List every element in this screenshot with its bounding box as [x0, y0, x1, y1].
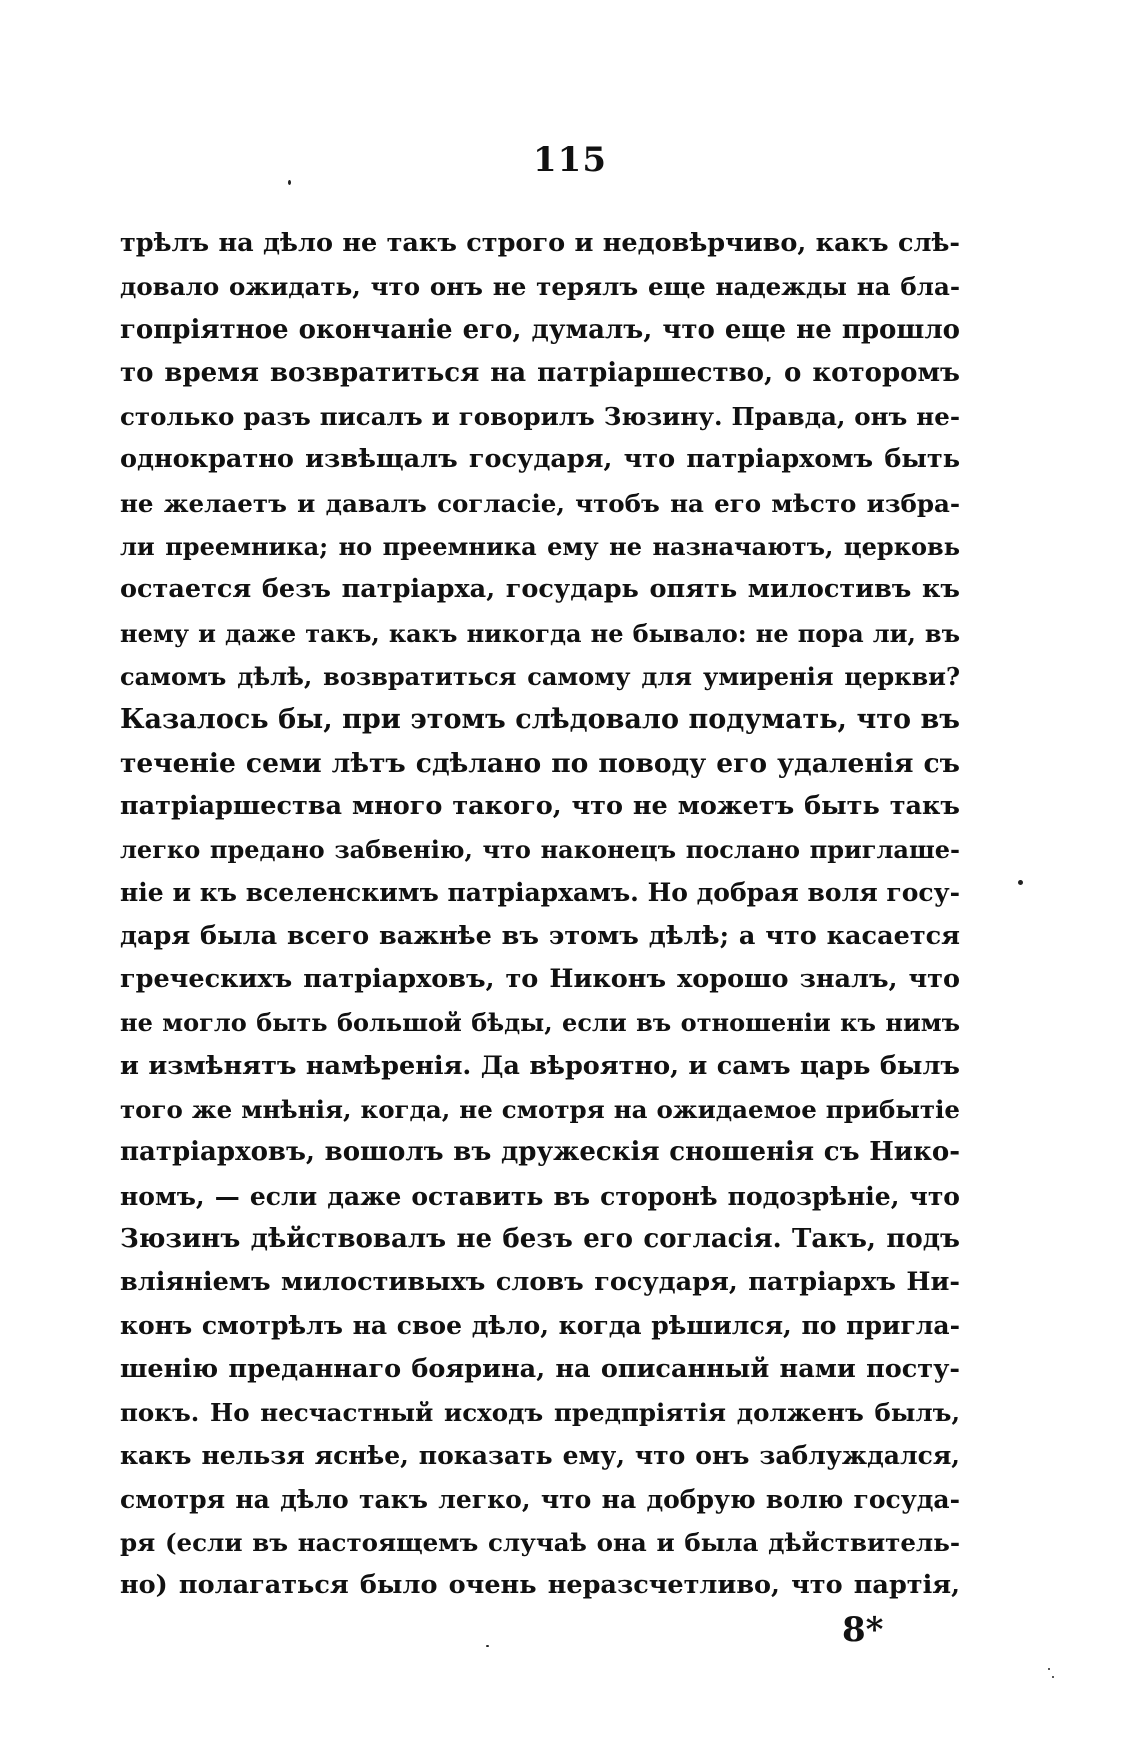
text-line: однократно извѣщалъ государя, что патріархомъ быть [120, 444, 960, 475]
text-line: греческихъ патріарховъ, то Никонъ хорошо зналъ, что [120, 964, 960, 995]
text-line: ря (если въ настоящемъ случаѣ она и была дѣйствитель- [120, 1527, 960, 1557]
text-line: остается безъ патріарха, государь опять милостивъ къ [120, 574, 960, 605]
text-line: номъ, — если даже оставить въ сторонѣ подозрѣніе, что [120, 1181, 960, 1211]
text-line: какъ нельзя яснѣе, показать ему, что онъ заблуждался, [120, 1441, 960, 1471]
text-line: патріаршества много такого, что не можетъ быть такъ [120, 790, 960, 821]
text-line: покъ. Но несчастный исходъ предпріятія долженъ былъ, [120, 1398, 960, 1428]
text-line: трѣлъ на дѣло не такъ строго и недовѣрчиво, какъ слѣ- [120, 228, 960, 258]
text-line: легко предано забвенію, что наконецъ послано приглаше- [120, 835, 960, 865]
text-line: смотря на дѣло такъ легко, что на добрую волю госуда- [120, 1484, 960, 1514]
scan-speck [1052, 1676, 1054, 1678]
text-line: не могло быть большой бѣды, если въ отношеніи къ нимъ [120, 1008, 960, 1038]
text-line: то время возвратиться на патріаршество, о которомъ [120, 357, 960, 388]
text-line: того же мнѣнія, когда, не смотря на ожидаемое прибытіе [120, 1094, 960, 1124]
scan-speck [288, 180, 291, 185]
text-line: ніе и къ вселенскимъ патріархамъ. Но добрая воля госу- [120, 878, 960, 908]
text-line: не желаетъ и давалъ согласіе, чтобъ на его мѣсто избра- [120, 488, 960, 518]
signature-mark: 8* [842, 1610, 884, 1650]
text-line: нему и даже такъ, какъ никогда не бывало: не пора ли, въ [120, 618, 960, 648]
text-line: столько разъ писалъ и говорилъ Зюзину. Правда, онъ не- [120, 402, 960, 432]
text-line: довало ожидать, что онъ не терялъ еще надежды на бла- [120, 272, 960, 302]
text-line: даря была всего важнѣе въ этомъ дѣлѣ; а что касается [120, 920, 960, 951]
scan-speck [1048, 1668, 1050, 1670]
text-line: шенію преданнаго боярина, на описанный нами посту- [120, 1353, 960, 1384]
text-line: теченіе семи лѣтъ сдѣлано по поводу его удаленія съ [120, 747, 960, 779]
text-line: Казалось бы, при этомъ слѣдовало подумать, что въ [120, 704, 960, 736]
text-line: самомъ дѣлѣ, возвратиться самому для умиренія церкви? [120, 661, 960, 691]
text-line: Зюзинъ дѣйствовалъ не безъ его согласія. Такъ, подъ [120, 1223, 960, 1254]
scan-speck [1018, 880, 1023, 885]
page-number: 115 [533, 140, 607, 180]
text-line: ли преемника; но преемника ему не назначаютъ, церковь [120, 532, 960, 562]
text-line: патріарховъ, вошолъ въ дружескія сношенія съ Нико- [120, 1137, 960, 1168]
text-line: и измѣнятъ намѣренія. Да вѣроятно, и самъ царь былъ [120, 1050, 960, 1081]
text-line: но) полагаться было очень неразсчетливо, что партія, [120, 1570, 960, 1601]
body-text [120, 222, 960, 1608]
text-line: вліяніемъ милостивыхъ словъ государя, патріархъ Ни- [120, 1267, 960, 1298]
scan-speck [486, 1645, 489, 1647]
text-line: конъ смотрѣлъ на свое дѣло, когда рѣшился, по пригла- [120, 1311, 960, 1341]
text-line: гопріятное окончаніе его, думалъ, что еще не прошло [120, 314, 960, 345]
